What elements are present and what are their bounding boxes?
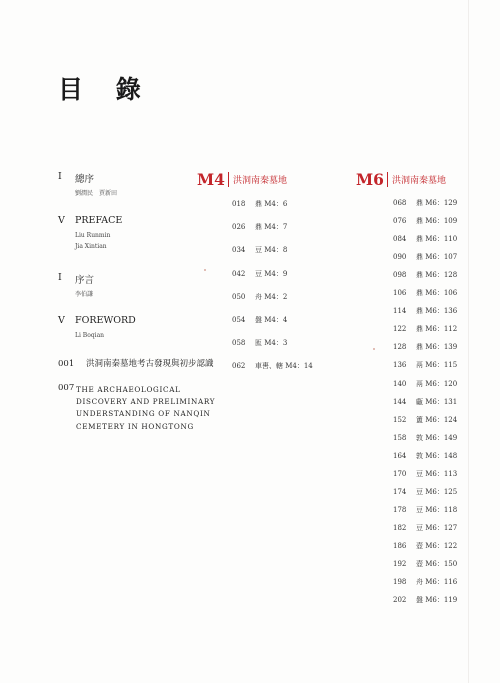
entry-label: 甗 M6：131 [416, 397, 458, 406]
entry-page-number: 050 [232, 292, 246, 301]
entry-page-number: 054 [232, 316, 246, 324]
section-code: M4 [197, 170, 225, 189]
entry-page-number: 122 [393, 325, 407, 334]
entry-label: 鼎 M4：7 [255, 223, 288, 232]
chapter-page-number: 007 [58, 383, 75, 393]
entry-page-number: 174 [393, 487, 407, 496]
front-item-author: Li Boqian [75, 332, 105, 339]
entry-page-number: 178 [393, 505, 407, 514]
toc-entry [232, 361, 313, 371]
toc-entry [393, 397, 457, 407]
entry-page-number: 018 [232, 200, 246, 208]
toc-entry [232, 269, 287, 279]
roman-numeral: V [58, 315, 65, 326]
entry-label: 鼎 M4：6 [255, 200, 288, 208]
entry-page-number: 158 [393, 433, 407, 442]
entry-label: 鼎 M6：106 [416, 289, 458, 298]
front-item-author: 李伯謙 [75, 291, 94, 298]
entry-label: 簠 M6：124 [416, 415, 458, 424]
toc-entry [232, 222, 287, 232]
entry-page-number: 136 [393, 361, 407, 370]
entry-page-number: 114 [393, 307, 407, 316]
entry-label: 舟 M6：116 [416, 578, 458, 587]
toc-entry [393, 523, 457, 533]
toc-entry [393, 595, 457, 605]
entry-page-number: 128 [393, 343, 407, 352]
toc-entry [393, 324, 457, 334]
entry-page-number: 170 [393, 469, 407, 478]
front-item-author: Jia Xintian [75, 243, 107, 250]
entry-label: 鬲 M6：120 [416, 379, 458, 388]
section-code: M6 [356, 170, 384, 189]
chapter-title-line: UNDERSTANDING OF NANQIN [76, 409, 211, 419]
front-item-heading: FOREWORD [75, 315, 136, 326]
entry-label: 豆 M4：9 [255, 269, 288, 278]
entry-label: 鼎 M6：139 [416, 343, 458, 352]
toc-entry [393, 360, 457, 370]
entry-label: 鬲 M6：115 [416, 361, 458, 370]
entry-page-number: 068 [393, 199, 407, 207]
toc-entry [393, 469, 457, 479]
entry-page-number: 076 [393, 217, 407, 226]
entry-page-number: 186 [393, 541, 407, 550]
entry-label: 敦 M6：149 [416, 433, 458, 442]
entry-page-number: 164 [393, 451, 407, 460]
entry-label: 鼎 M6：109 [416, 217, 458, 226]
front-item-author: 劉潤民 賈新田 [75, 190, 118, 197]
chapter-title: 洪洞南秦墓地考古發現與初步認識 [86, 359, 214, 369]
entry-label: 壺 M6：122 [416, 541, 458, 550]
entry-label: 豆 M6：118 [416, 505, 458, 514]
toc-entry [393, 379, 457, 389]
toc-entry [393, 505, 457, 515]
front-item-author: Liu Runmin [75, 232, 111, 239]
toc-front-item [58, 315, 208, 345]
entry-page-number: 062 [232, 362, 246, 371]
entry-page-number: 140 [393, 379, 407, 388]
chapter-title-line: DISCOVERY AND PRELIMINARY [76, 397, 216, 407]
chapter-page-number: 001 [58, 359, 75, 369]
section-name: 洪洞南秦墓地 [232, 176, 287, 186]
toc-entry [393, 216, 457, 226]
entry-label: 敦 M6：148 [416, 451, 458, 460]
entry-label: 匜 M4：3 [255, 339, 288, 348]
entry-page-number: 090 [393, 253, 407, 262]
section-name: 洪洞南秦墓地 [391, 176, 446, 186]
toc-entry [393, 541, 457, 551]
section-header-m4 [197, 169, 287, 189]
entry-label: 鼎 M6：128 [416, 271, 458, 280]
roman-numeral: I [58, 272, 62, 283]
toc-entry [393, 451, 457, 461]
toc-entry [393, 487, 457, 497]
toc-entry [393, 252, 457, 262]
front-item-heading: 總序 [75, 174, 95, 185]
entry-page-number: 198 [393, 578, 407, 587]
front-item-heading: PREFACE [75, 215, 123, 226]
toc-entry [393, 342, 457, 352]
entry-page-number: 192 [393, 560, 407, 568]
entry-page-number: 098 [393, 271, 407, 280]
toc-entry [393, 288, 457, 298]
entry-label: 盤 M4：4 [255, 316, 288, 324]
entry-label: 豆 M4：8 [255, 246, 288, 255]
toc-front-item [58, 215, 208, 255]
entry-label: 盤 M6：119 [416, 596, 458, 605]
scan-speck [204, 269, 206, 271]
section-divider [228, 172, 229, 187]
entry-page-number: 152 [393, 415, 407, 424]
toc-entry [232, 315, 287, 325]
toc-entry [232, 292, 287, 302]
section-divider [387, 172, 388, 187]
entry-label: 豆 M6：113 [416, 469, 458, 478]
entry-label: 舟 M4：2 [255, 292, 288, 301]
chapter-title-line: THE ARCHAEOLOGICAL [76, 385, 181, 394]
scan-speck [373, 348, 375, 350]
entry-label: 鼎 M6：112 [416, 325, 458, 334]
entry-page-number: 034 [232, 246, 246, 255]
toc-chapter-en [76, 384, 246, 433]
chapter-title-line: CEMETERY IN HONGTONG [76, 421, 194, 431]
toc-entry [393, 415, 457, 425]
toc-entry [393, 577, 457, 587]
toc-entry [232, 338, 287, 348]
front-item-heading: 序言 [75, 275, 95, 286]
toc-front-item [58, 171, 208, 201]
entry-label: 壺 M6：150 [416, 560, 458, 568]
entry-label: 鼎 M6：110 [416, 235, 458, 244]
page-title: 目 錄 [58, 75, 153, 104]
page-edge-line [468, 0, 469, 683]
toc-entry [232, 245, 287, 255]
roman-numeral: V [58, 215, 65, 226]
toc-entry [393, 306, 457, 316]
section-header-m6 [356, 169, 446, 189]
roman-numeral: I [58, 171, 62, 182]
toc-entry [393, 433, 457, 443]
entry-label: 豆 M6：125 [416, 487, 458, 496]
entry-page-number: 144 [393, 397, 407, 406]
entry-label: 鼎 M6：107 [416, 253, 458, 262]
toc-entry [393, 559, 457, 569]
toc-entry [393, 198, 457, 208]
toc-entry [393, 234, 457, 244]
entry-label: 鼎 M6：129 [416, 199, 458, 207]
entry-page-number: 106 [393, 289, 407, 298]
entry-page-number: 202 [393, 596, 407, 605]
toc-front-item [58, 272, 208, 302]
toc-entry [393, 270, 457, 280]
toc-chapter-cn [58, 357, 214, 369]
entry-page-number: 182 [393, 523, 407, 532]
entry-label: 車軎、轄 M4：14 [255, 362, 313, 371]
entry-page-number: 058 [232, 339, 246, 348]
entry-page-number: 084 [393, 235, 407, 244]
entry-label: 豆 M6：127 [416, 523, 458, 532]
entry-page-number: 026 [232, 223, 246, 232]
entry-page-number: 042 [232, 269, 246, 278]
toc-entry [232, 199, 287, 209]
entry-label: 鼎 M6：136 [416, 307, 458, 316]
